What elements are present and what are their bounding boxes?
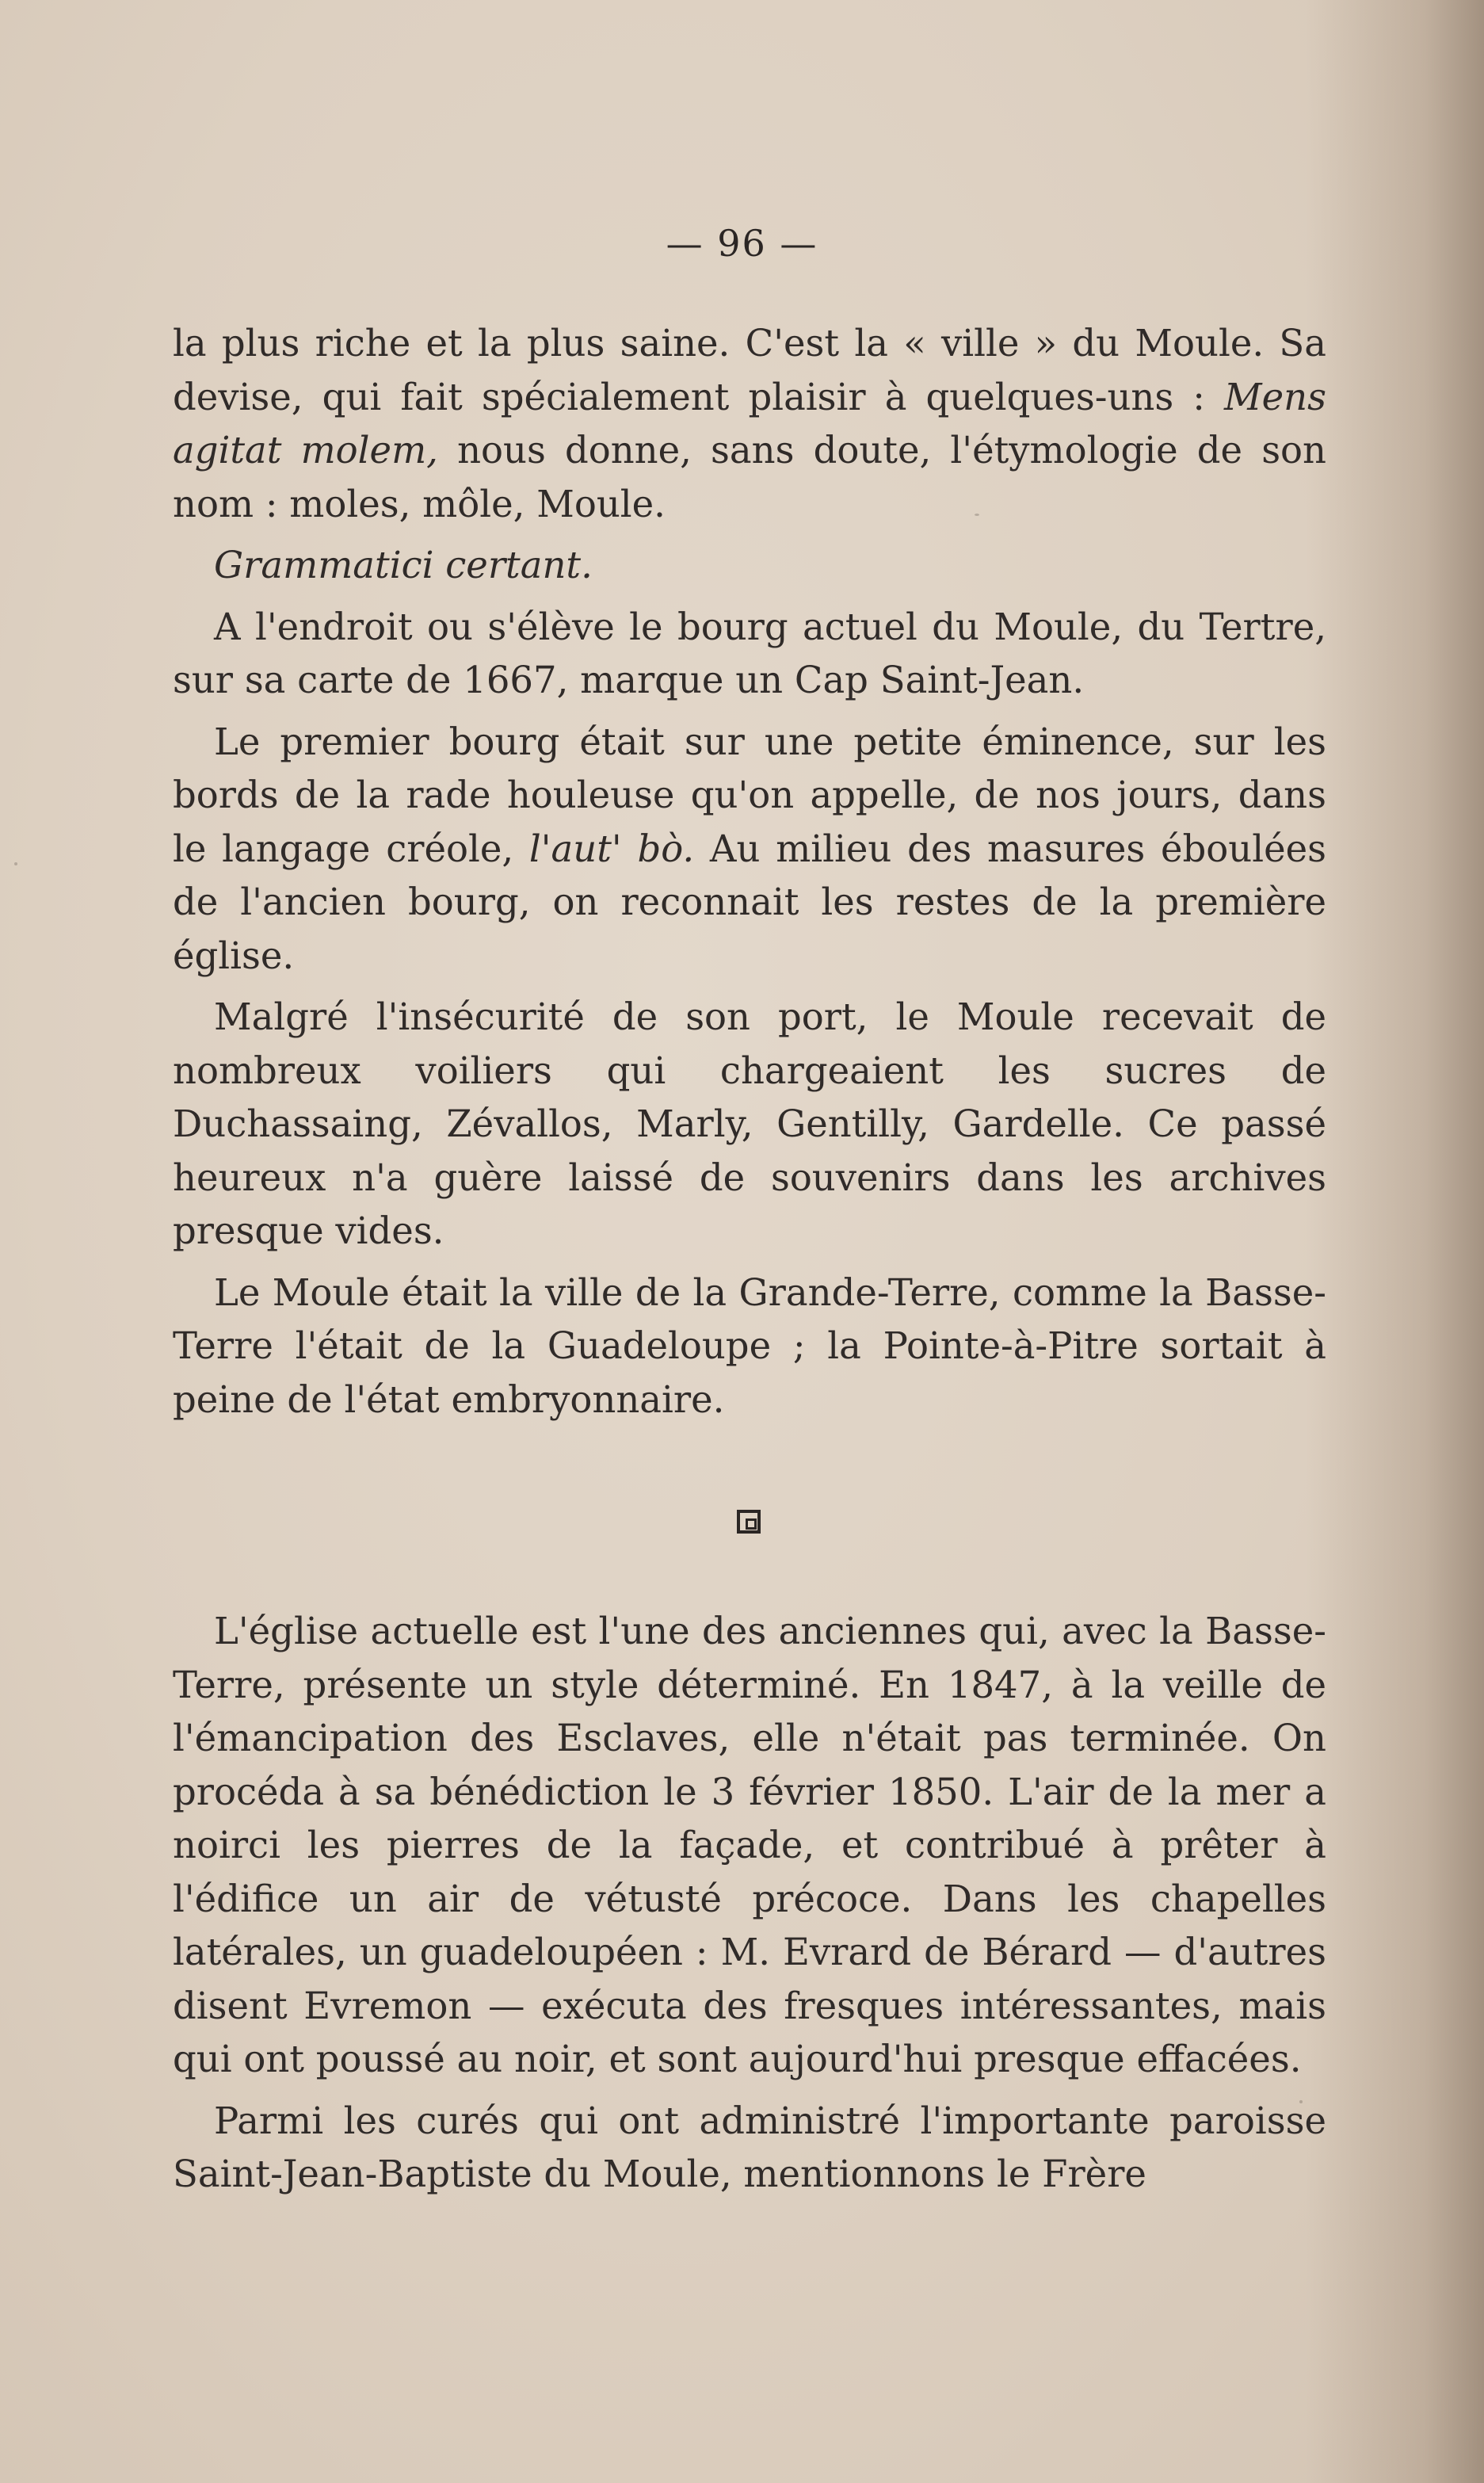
page-number: — 96 —	[666, 222, 818, 265]
paragraph-first-bourg	[173, 716, 1326, 984]
paragraph-text: la plus riche et la plus saine. C'est la « ville » du Moule. Sa devise, qui fait spécialement plaisir à quelques-uns :	[173, 322, 1326, 418]
paragraph-text: Le premier bourg était sur une petite éminence, sur les bords de la rade houleuse qu'on appelle, de nos jours, dans le langage créole,	[173, 720, 1326, 870]
text-section-church	[173, 1605, 1326, 2210]
paragraph-text: Au milieu des masures éboulées de l'ancien bourg, on reconnait les restes de la première église.	[173, 827, 1326, 977]
paper-speck	[975, 514, 979, 516]
paragraph-cap-saint-jean: A l'endroit ou s'élève le bourg actuel du Moule, du Tertre, sur sa carte de 1667, marque un Cap Saint-Jean.	[173, 605, 1326, 701]
creole-term: l'aut' bò.	[528, 827, 695, 870]
paragraph-church-description: L'église actuelle est l'une des anciennes qui, avec la Basse-Terre, présente un style déterminé. En 1847, à la veille de l'émancipation des Esclaves, elle n'était pas terminée. On procéda à sa bénédiction le 3 février 1850. L'air de la mer a noirci les pierres de la façade, et contribué à prêter à l'édifice un air de vétusté précoce. Dans les chapelles latérales, un guadeloupéen : M. Evrard de Bérard — d'autres disent Evremon — exécuta des fresques intéressantes, mais qui ont poussé au noir, et sont aujourd'hui presque effacées.	[173, 1610, 1326, 2080]
text-section-moule-history	[173, 317, 1326, 1434]
section-divider-icon	[737, 1510, 761, 1534]
paragraph-port-trade: Malgré l'insécurité de son port, le Moule recevait de nombreux voiliers qui chargeaient les sucres de Duchassaing, Zévallos, Marly, Gentilly, Gardelle. Ce passé heureux n'a guère laissé de souvenirs dans les archives presque vides.	[173, 995, 1326, 1252]
paragraph-text: nous donne, sans doute, l'étymologie de son nom : moles, môle, Moule.	[173, 429, 1327, 525]
latin-motto: Mens agitat molem,	[173, 375, 1326, 472]
paragraph-city-motto	[173, 317, 1326, 531]
paper-speck	[14, 862, 17, 865]
paragraph-latin-quote: Grammatici certant.	[214, 544, 593, 586]
paper-speck	[1299, 2100, 1303, 2103]
paragraph-grande-terre: Le Moule était la ville de la Grande-Terre, comme la Basse-Terre l'était de la Guadeloupe ; la Pointe-à-Pitre sortait à peine de l'état embryonnaire.	[173, 1270, 1326, 1421]
paragraph-parish-priests: Parmi les curés qui ont administré l'importante paroisse Saint-Jean-Baptiste du Moule, mentionnons le Frère	[173, 2099, 1326, 2195]
